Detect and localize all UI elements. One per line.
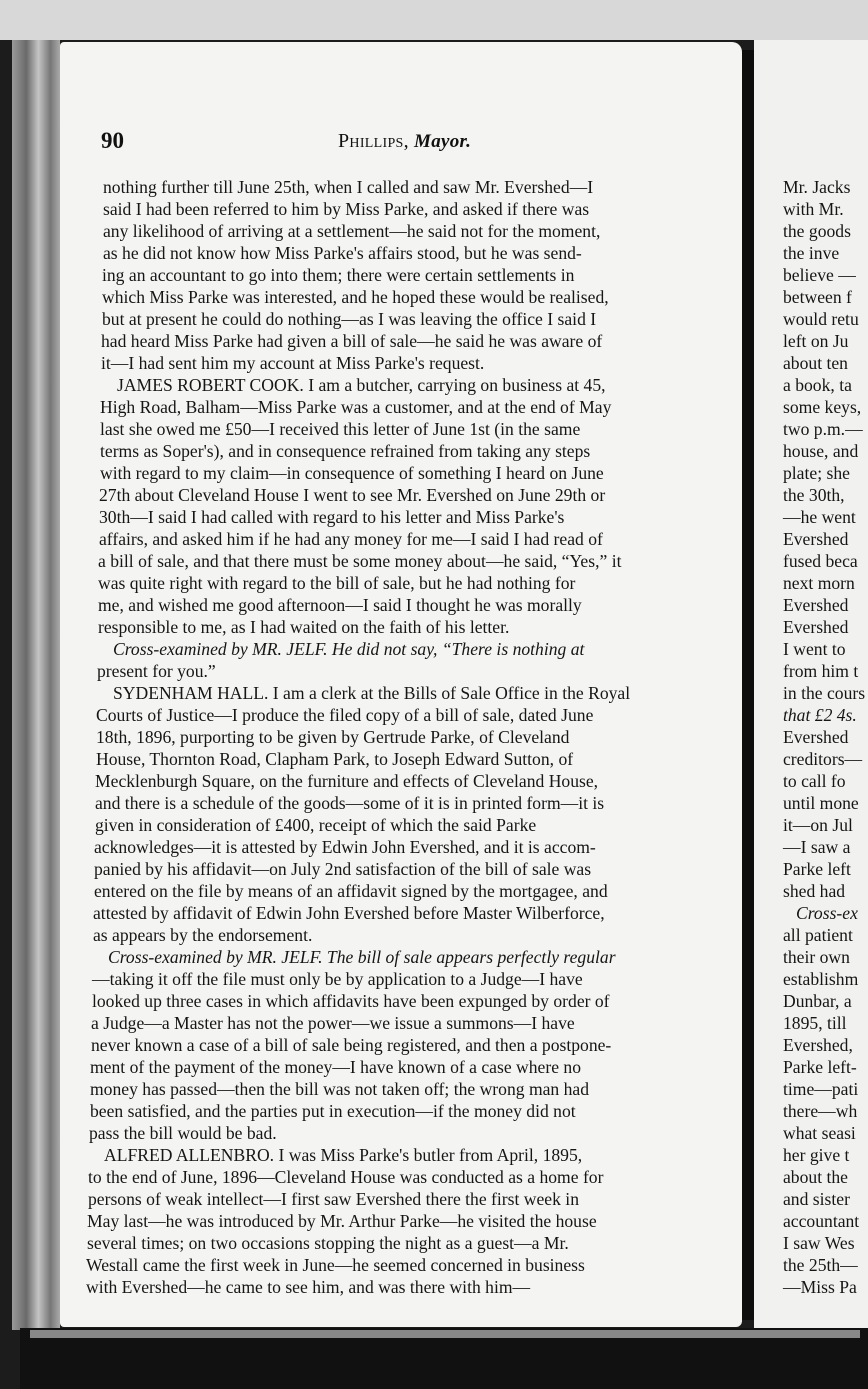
facing-text-line: the goods bbox=[783, 221, 851, 241]
text-line: with regard to my claim—in consequence of something I heard on June bbox=[100, 463, 604, 483]
running-title-name: Phillips, bbox=[338, 130, 409, 152]
text-line: ALFRED ALLENBRO. I was Miss Parke's butler from April, 1895, bbox=[104, 1145, 583, 1165]
text-line: it—I had sent him my account at Miss Parke's request. bbox=[101, 353, 485, 373]
page-gutter bbox=[742, 50, 754, 1320]
text-line: given in consideration of £400, receipt of which the said Parke bbox=[95, 815, 537, 835]
text-line: as he did not know how Miss Parke's affairs stood, but he was send- bbox=[103, 243, 582, 263]
facing-text-line: time—pati bbox=[783, 1079, 859, 1099]
text-line: a Judge—a Master has not the power—we issue a summons—I have bbox=[91, 1013, 575, 1033]
facing-text-line: left on Ju bbox=[783, 331, 849, 351]
facing-text-line: Cross-ex bbox=[796, 903, 858, 923]
text-line: attested by affidavit of Edwin John Evershed before Master Wilberforce, bbox=[93, 903, 605, 923]
facing-text-line: fused beca bbox=[783, 551, 858, 571]
text-line: ment of the payment of the money—I have known of a case where no bbox=[90, 1057, 581, 1077]
text-line: Cross-examined by MR. JELF. The bill of sale appears perfectly regular bbox=[108, 947, 616, 967]
facing-text-line: would retu bbox=[783, 309, 859, 329]
facing-text-line: until mone bbox=[783, 793, 859, 813]
facing-text-line: I saw Wes bbox=[783, 1233, 855, 1253]
text-line: 30th—I said I had called with regard to his letter and Miss Parke's bbox=[99, 507, 565, 527]
text-line: responsible to me, as I had waited on the faith of his letter. bbox=[98, 617, 510, 637]
facing-text-line: Evershed bbox=[783, 595, 849, 615]
text-line: persons of weak intellect—I first saw Evershed there the first week in bbox=[88, 1189, 579, 1209]
text-line: pass the bill would be bad. bbox=[89, 1123, 277, 1143]
text-line: House, Thornton Road, Clapham Park, to Joseph Edward Sutton, of bbox=[96, 749, 574, 769]
text-line: present for you.” bbox=[97, 661, 216, 681]
text-line: me, and wished me good afternoon—I said I thought he was morally bbox=[98, 595, 582, 615]
text-line: —taking it off the file must only be by application to a Judge—I have bbox=[92, 969, 583, 989]
text-line: Mecklenburgh Square, on the furniture and effects of Cleveland House, bbox=[95, 771, 599, 791]
text-line: with Evershed—he came to see him, and was there with him— bbox=[86, 1277, 531, 1297]
facing-text-line: shed had bbox=[783, 881, 846, 901]
text-line: panied by his affidavit—on July 2nd satisfaction of the bill of sale was bbox=[94, 859, 592, 879]
facing-text-line: next morn bbox=[783, 573, 855, 593]
text-line: looked up three cases in which affidavits have been expunged by order of bbox=[92, 991, 610, 1011]
facing-text-line: what seasi bbox=[783, 1123, 856, 1143]
top-margin-strip bbox=[0, 0, 868, 40]
facing-text-line: Evershed bbox=[783, 529, 849, 549]
text-line: acknowledges—it is attested by Edwin John Evershed, and it is accom- bbox=[94, 837, 596, 857]
running-title-role: Mayor. bbox=[414, 131, 472, 152]
facing-text-line: Dunbar, a bbox=[783, 991, 852, 1011]
facing-text-line: to call fo bbox=[783, 771, 846, 791]
facing-text-line: plate; she bbox=[783, 463, 850, 483]
facing-text-line: the 25th— bbox=[783, 1255, 858, 1275]
facing-text-line: Parke left- bbox=[783, 1057, 857, 1077]
text-line: to the end of June, 1896—Cleveland House was conducted as a home for bbox=[88, 1167, 604, 1187]
text-line: Cross-examined by MR. JELF. He did not say, “There is nothing at bbox=[113, 639, 585, 659]
facing-text-line: a book, ta bbox=[783, 375, 852, 395]
facing-text-line: house, and bbox=[783, 441, 859, 461]
text-line: May last—he was introduced by Mr. Arthur Parke—he visited the house bbox=[87, 1211, 597, 1231]
facing-text-line: her give t bbox=[783, 1145, 850, 1165]
text-line: but at present he could do nothing—as I was leaving the office I said I bbox=[102, 309, 597, 329]
text-line: said I had been referred to him by Miss Parke, and asked if there was bbox=[103, 199, 590, 219]
text-line: SYDENHAM HALL. I am a clerk at the Bills of Sale Office in the Royal bbox=[113, 683, 631, 703]
facing-text-line: about ten bbox=[783, 353, 848, 373]
facing-text-line: between f bbox=[783, 287, 852, 307]
text-line: which Miss Parke was interested, and he hoped these would be realised, bbox=[102, 287, 609, 307]
facing-text-line: accountant bbox=[783, 1211, 860, 1231]
running-title bbox=[338, 130, 471, 153]
text-line: a bill of sale, and that there must be some money about—he said, “Yes,” it bbox=[98, 551, 622, 571]
text-line: never known a case of a bill of sale being registered, and then a postpone- bbox=[91, 1035, 612, 1055]
text-line: nothing further till June 25th, when I called and saw Mr. Evershed—I bbox=[103, 177, 594, 197]
text-line: ing an accountant to go into them; there were certain settlements in bbox=[102, 265, 575, 285]
facing-text-line: the inve bbox=[783, 243, 840, 263]
text-line: was quite right with regard to the bill of sale, but he had nothing for bbox=[98, 573, 576, 593]
facing-text-line: establishm bbox=[783, 969, 859, 989]
facing-text-line: Evershed, bbox=[783, 1035, 853, 1055]
facing-text-line: and sister bbox=[783, 1189, 850, 1209]
bottom-page-edge bbox=[30, 1330, 860, 1338]
facing-text-line: —he went bbox=[783, 507, 856, 527]
text-line: terms as Soper's), and in consequence refrained from taking any steps bbox=[100, 441, 591, 461]
text-line: JAMES ROBERT COOK. I am a butcher, carrying on business at 45, bbox=[117, 375, 606, 395]
facing-text-line: Mr. Jacks bbox=[783, 177, 851, 197]
facing-text-line: with Mr. bbox=[783, 199, 844, 219]
facing-text-line: —Miss Pa bbox=[783, 1277, 857, 1297]
page-number: 90 bbox=[101, 128, 124, 153]
text-line: any likelihood of arriving at a settlement—he said not for the moment, bbox=[103, 221, 601, 241]
facing-text-line: two p.m.— bbox=[783, 419, 863, 439]
text-line: had heard Miss Parke had given a bill of sale—he said he was aware of bbox=[101, 331, 603, 351]
text-line: High Road, Balham—Miss Parke was a customer, and at the end of May bbox=[100, 397, 612, 417]
running-head bbox=[0, 128, 868, 158]
facing-text-line: about the bbox=[783, 1167, 848, 1187]
facing-text-line: their own bbox=[783, 947, 850, 967]
text-line: last she owed me £50—I received this letter of June 1st (in the same bbox=[100, 419, 581, 439]
facing-text-line: Parke left bbox=[783, 859, 851, 879]
text-line: been satisfied, and the parties put in execution—if the money did not bbox=[90, 1101, 576, 1121]
text-line: affairs, and asked him if he had any money for me—I said I had read of bbox=[99, 529, 603, 549]
facing-text-line: 1895, till bbox=[783, 1013, 847, 1033]
facing-text-line: all patient bbox=[783, 925, 853, 945]
facing-text-line: believe — bbox=[783, 265, 856, 285]
text-line: several times; on two occasions stopping the night as a guest—a Mr. bbox=[87, 1233, 569, 1253]
facing-text-line: there—wh bbox=[783, 1101, 858, 1121]
facing-text-line: from him t bbox=[783, 661, 859, 681]
facing-text-line: in the cours bbox=[783, 683, 866, 703]
book-binding bbox=[12, 40, 60, 1330]
facing-text-line: creditors— bbox=[783, 749, 863, 769]
text-line: Courts of Justice—I produce the filed copy of a bill of sale, dated June bbox=[96, 705, 594, 725]
text-line: Westall came the first week in June—he seemed concerned in business bbox=[86, 1255, 585, 1275]
facing-text-line: some keys, bbox=[783, 397, 862, 417]
facing-text-line: it—on Jul bbox=[783, 815, 853, 835]
text-line: and there is a schedule of the goods—some of it is in printed form—it is bbox=[95, 793, 605, 813]
facing-text-line: that £2 4s. bbox=[783, 705, 857, 725]
facing-text-line: —I saw a bbox=[783, 837, 851, 857]
text-line: money has passed—then the bill was not taken off; the wrong man had bbox=[90, 1079, 590, 1099]
text-line: 18th, 1896, purporting to be given by Gertrude Parke, of Cleveland bbox=[96, 727, 570, 747]
text-line: 27th about Cleveland House I went to see Mr. Evershed on June 29th or bbox=[99, 485, 606, 505]
facing-text-line: Evershed bbox=[783, 617, 849, 637]
facing-text-line: the 30th, bbox=[783, 485, 845, 505]
facing-text-line: Evershed bbox=[783, 727, 849, 747]
facing-text-line: I went to bbox=[783, 639, 846, 659]
text-line: entered on the file by means of an affidavit signed by the mortgagee, and bbox=[94, 881, 608, 901]
text-line: as appears by the endorsement. bbox=[93, 925, 313, 945]
